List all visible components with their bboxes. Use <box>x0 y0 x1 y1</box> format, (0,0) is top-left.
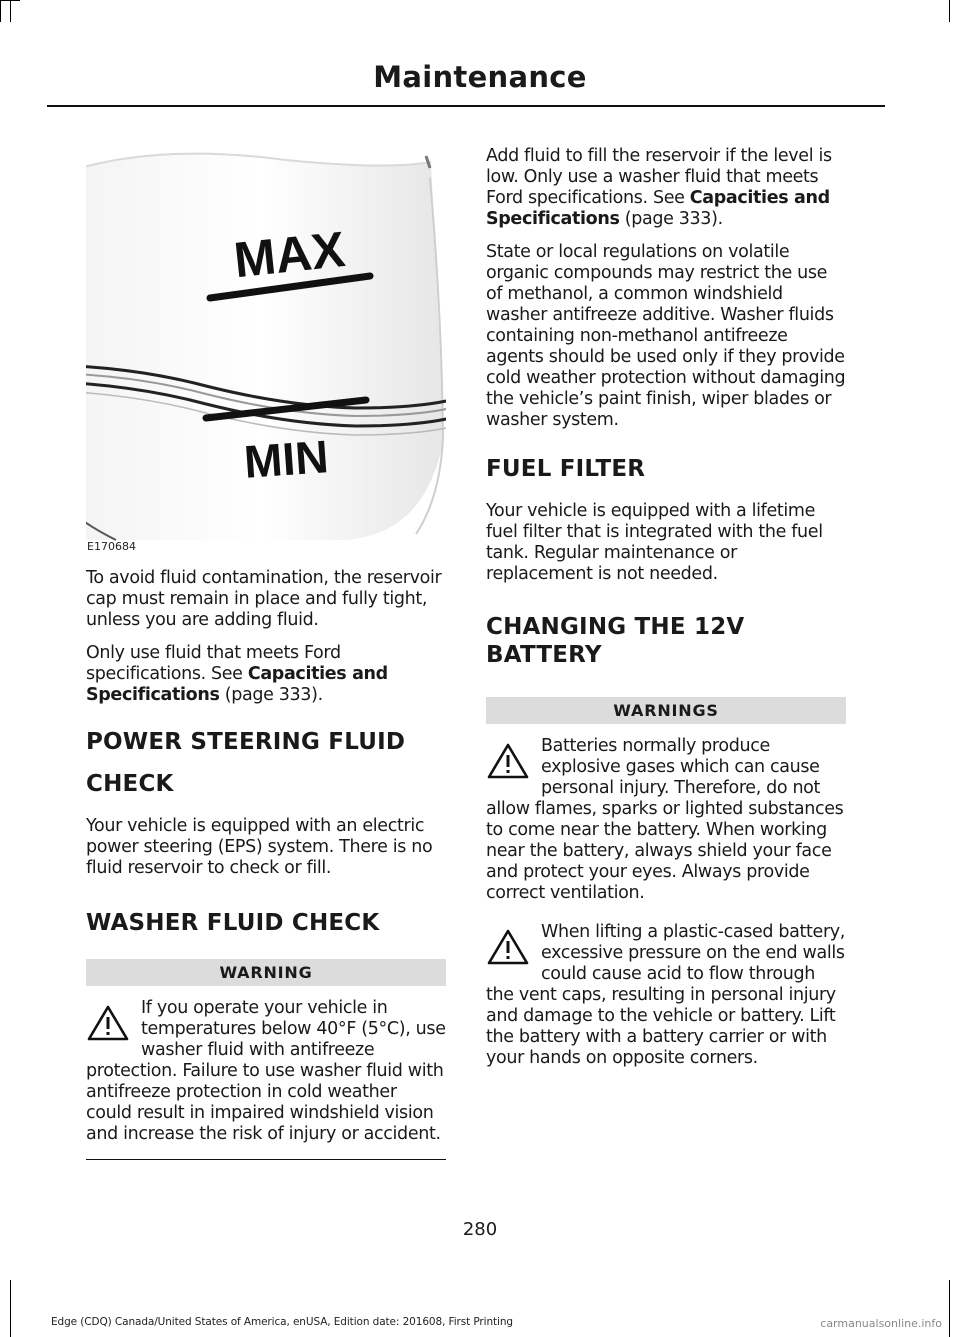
section-heading: CHANGING THE 12V BATTERY <box>486 614 745 668</box>
left-column <box>86 138 446 1172</box>
cross-reference-link[interactable]: Capacities and Specifications <box>86 664 388 705</box>
paragraph: Your vehicle is equipped with a lifetime fuel filter that is integrated with the fuel tank. Regular maintenance or replacement is not needed. <box>486 501 823 584</box>
warning-triangle-icon <box>486 742 541 798</box>
section-heading <box>86 728 446 798</box>
section-heading: FUEL FILTER <box>486 456 646 482</box>
crop-mark <box>0 0 1 22</box>
reservoir-figure <box>86 138 446 556</box>
page-number: 280 <box>462 1219 498 1240</box>
crop-mark <box>949 1280 950 1337</box>
watermark: carmanualsonline.info <box>820 1317 942 1330</box>
header-rule <box>47 105 885 107</box>
paragraph <box>86 643 446 706</box>
max-label: MAX <box>231 220 348 289</box>
paragraph: State or local regulations on volatile organic compounds may restrict the use of methanol, a common windshield washer antifreeze additive. Washer fluids containing non-methanol antifreeze agents should be used only if they provide cold weather protection without damaging the vehicle’s paint finish, wiper blades or washer system. <box>486 242 846 430</box>
warning-triangle-icon <box>486 928 541 984</box>
warning-block <box>486 922 846 1069</box>
warning-text: Batteries normally produce explosive gases which can cause personal injury. Therefore, do not allow flames, sparks or lighted substances to come near the battery. When working near the battery, always shield your face and protect your eyes. Always provide correct ventilation. <box>486 736 844 903</box>
figure-id: E170684 <box>87 540 136 553</box>
footer-edition-info: Edge (CDQ) Canada/United States of America, enUSA, Edition date: 201608, First Printing <box>51 1316 513 1328</box>
paragraph: Your vehicle is equipped with an electric power steering (EPS) system. There is no fluid reservoir to check or fill. <box>86 816 433 878</box>
paragraph <box>486 146 846 230</box>
heading-line: POWER STEERING FLUID <box>86 729 406 755</box>
warning-triangle-icon <box>86 1004 141 1060</box>
section-heading: WASHER FLUID CHECK <box>86 910 380 936</box>
warning-text: If you operate your vehicle in temperatures below 40°F (5°C), use washer fluid with antifreeze protection. Failure to use washer fluid with antifreeze protection in cold weather could result in impaired windshield vision and increase the risk of injury or accident. <box>86 998 446 1144</box>
warning-block <box>86 998 446 1160</box>
warning-block <box>486 736 846 904</box>
warning-text: When lifting a plastic-cased battery, excessive pressure on the end walls could cause acid to flow through the vent caps, resulting in personal injury and damage to the vehicle or battery. Lift the battery with a battery carrier or with your hands on opposite corners. <box>486 922 846 1068</box>
reservoir-illustration <box>86 138 446 556</box>
crop-mark <box>10 1280 11 1337</box>
crop-mark <box>10 0 11 22</box>
text-run: (page 333). <box>619 209 723 229</box>
warnings-header: WARNINGS <box>486 697 846 724</box>
crop-mark <box>949 0 950 22</box>
min-label: MIN <box>242 430 331 488</box>
page-title: Maintenance <box>373 60 587 94</box>
heading-line: CHECK <box>86 771 174 797</box>
text-run: (page 333). <box>219 685 323 705</box>
warning-header: WARNING <box>86 959 446 986</box>
warning-rule <box>86 1159 446 1160</box>
text-run: Only use fluid that meets Ford specifications. See <box>86 643 341 684</box>
paragraph: To avoid fluid contamination, the reservoir cap must remain in place and fully tight, unless you are adding fluid. <box>86 568 442 630</box>
text-run: Add fluid to fill the reservoir if the level is low. Only use a washer fluid that meets Ford specifications. See <box>486 146 832 208</box>
right-column <box>486 146 846 1081</box>
cross-reference-link[interactable]: Capacities and Specifications <box>486 188 830 229</box>
